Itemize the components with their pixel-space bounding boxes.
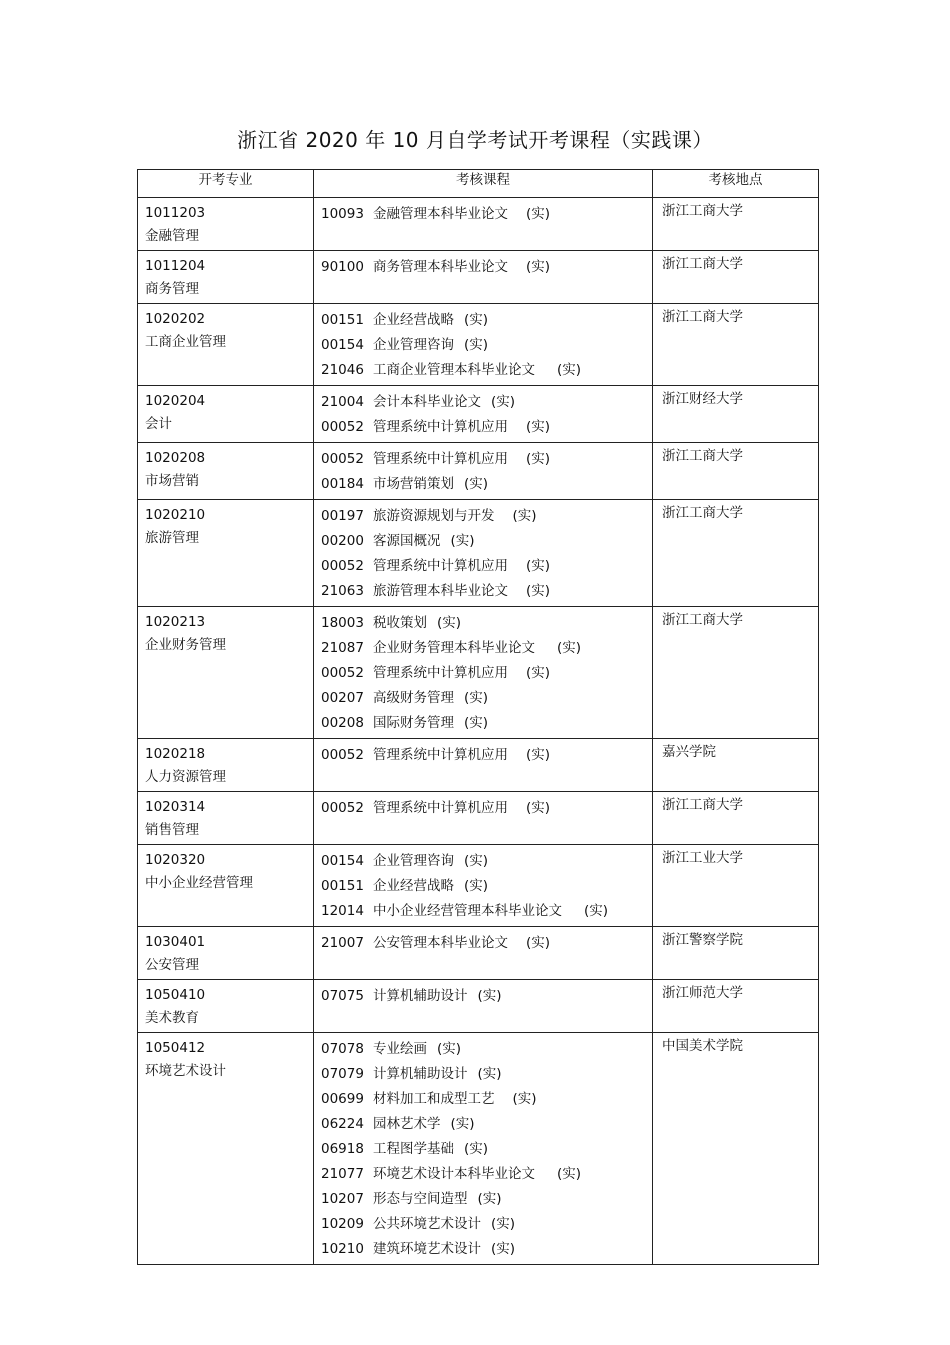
- course-table: [137, 169, 819, 1265]
- course-code: 21077: [321, 1166, 364, 1182]
- major-code: 1020210: [145, 507, 206, 523]
- course-tag: (实): [464, 1141, 489, 1157]
- course-item: [321, 636, 646, 661]
- course-code: 21007: [321, 935, 364, 951]
- course-code: 21087: [321, 640, 364, 656]
- course-item: [321, 1062, 646, 1087]
- course-code: 00052: [321, 558, 364, 574]
- course-name: 管理系统中计算机应用: [373, 558, 508, 574]
- course-item: [321, 1037, 646, 1062]
- course-tag: (实): [450, 533, 475, 549]
- course-tag: (实): [526, 583, 551, 599]
- course-code: 00052: [321, 665, 364, 681]
- course-item: [321, 358, 646, 383]
- page-title: 浙江省 2020 年 10 月自学考试开考课程（实践课）: [237, 128, 713, 152]
- major-name: 旅游管理: [145, 530, 199, 546]
- course-name: 商务管理本科毕业论文: [373, 259, 508, 275]
- table-row: [138, 607, 819, 739]
- course-code: 18003: [321, 615, 364, 631]
- course-name: 企业经营战略: [373, 312, 454, 328]
- course-code: 00052: [321, 451, 364, 467]
- major-name: 市场营销: [145, 473, 199, 489]
- course-tag: (实): [584, 903, 609, 919]
- course-cell: [314, 845, 653, 927]
- course-code: 10210: [321, 1241, 364, 1257]
- location-cell: 浙江工商大学: [653, 251, 819, 304]
- course-item: [321, 1137, 646, 1162]
- course-item: [321, 796, 646, 821]
- major-name: 金融管理: [145, 228, 199, 244]
- course-name: 管理系统中计算机应用: [373, 419, 508, 435]
- course-code: 00052: [321, 747, 364, 763]
- table-row: [138, 500, 819, 607]
- major-code: 1020208: [145, 450, 206, 466]
- course-item: [321, 504, 646, 529]
- course-name: 工程图学基础: [373, 1141, 454, 1157]
- major-name: 会计: [145, 416, 172, 432]
- major-name: 人力资源管理: [145, 769, 226, 785]
- location-cell: 浙江财经大学: [653, 386, 819, 443]
- course-tag: (实): [526, 935, 551, 951]
- course-tag: (实): [464, 715, 489, 731]
- course-code: 07075: [321, 988, 364, 1004]
- course-name: 企业管理咨询: [373, 337, 454, 353]
- course-name: 金融管理本科毕业论文: [373, 206, 508, 222]
- course-name: 公共环境艺术设计: [373, 1216, 481, 1232]
- course-name: 税收策划: [373, 615, 427, 631]
- header-location: 考核地点: [653, 170, 819, 198]
- major-code: 1011204: [145, 258, 206, 274]
- course-item: [321, 874, 646, 899]
- major-cell: [138, 607, 314, 739]
- course-cell: [314, 304, 653, 386]
- course-item: [321, 390, 646, 415]
- course-item: [321, 415, 646, 440]
- course-tag: (实): [557, 1166, 582, 1182]
- location-cell: 浙江工商大学: [653, 443, 819, 500]
- course-tag: (实): [464, 878, 489, 894]
- course-tag: (实): [477, 1066, 502, 1082]
- course-tag: (实): [526, 558, 551, 574]
- table-body: [138, 198, 819, 1265]
- major-code: 1020202: [145, 311, 206, 327]
- course-name: 公安管理本科毕业论文: [373, 935, 508, 951]
- course-name: 管理系统中计算机应用: [373, 665, 508, 681]
- location-cell: 浙江工商大学: [653, 304, 819, 386]
- course-name: 企业财务管理本科毕业论文: [373, 640, 535, 656]
- table-row: [138, 927, 819, 980]
- course-tag: (实): [464, 312, 489, 328]
- course-cell: [314, 980, 653, 1033]
- course-name: 企业管理咨询: [373, 853, 454, 869]
- major-name: 工商企业管理: [145, 334, 226, 350]
- course-tag: (实): [512, 508, 537, 524]
- course-code: 07079: [321, 1066, 364, 1082]
- course-cell: [314, 607, 653, 739]
- course-tag: (实): [464, 337, 489, 353]
- course-code: 00184: [321, 476, 364, 492]
- course-tag: (实): [526, 206, 551, 222]
- course-item: [321, 1087, 646, 1112]
- course-tag: (实): [464, 853, 489, 869]
- major-cell: [138, 304, 314, 386]
- course-cell: [314, 386, 653, 443]
- course-item: [321, 447, 646, 472]
- course-cell: [314, 500, 653, 607]
- course-code: 21004: [321, 394, 364, 410]
- course-code: 21063: [321, 583, 364, 599]
- course-item: [321, 1237, 646, 1262]
- table-row: [138, 739, 819, 792]
- course-item: [321, 1112, 646, 1137]
- location-cell: 浙江工商大学: [653, 198, 819, 251]
- course-tag: (实): [526, 259, 551, 275]
- course-cell: [314, 198, 653, 251]
- course-cell: [314, 739, 653, 792]
- major-code: 1020320: [145, 852, 206, 868]
- course-item: [321, 661, 646, 686]
- course-name: 市场营销策划: [373, 476, 454, 492]
- major-cell: [138, 251, 314, 304]
- course-code: 00052: [321, 800, 364, 816]
- course-tag: (实): [464, 690, 489, 706]
- course-name: 旅游资源规划与开发: [373, 508, 495, 524]
- course-code: 10209: [321, 1216, 364, 1232]
- major-cell: [138, 792, 314, 845]
- table-row: [138, 198, 819, 251]
- major-code: 1050410: [145, 987, 206, 1003]
- course-item: [321, 333, 646, 358]
- header-major: 开考专业: [138, 170, 314, 198]
- course-tag: (实): [477, 1191, 502, 1207]
- course-code: 12014: [321, 903, 364, 919]
- course-code: 00154: [321, 337, 364, 353]
- course-item: [321, 255, 646, 280]
- course-item: [321, 554, 646, 579]
- course-tag: (实): [450, 1116, 475, 1132]
- course-name: 环境艺术设计本科毕业论文: [373, 1166, 535, 1182]
- course-code: 00207: [321, 690, 364, 706]
- header-course: 考核课程: [314, 170, 653, 198]
- course-item: [321, 743, 646, 768]
- course-name: 材料加工和成型工艺: [373, 1091, 495, 1107]
- major-cell: [138, 845, 314, 927]
- course-item: [321, 308, 646, 333]
- course-tag: (实): [491, 1216, 516, 1232]
- course-tag: (实): [526, 665, 551, 681]
- course-code: 00154: [321, 853, 364, 869]
- course-code: 10207: [321, 1191, 364, 1207]
- course-item: [321, 849, 646, 874]
- course-item: [321, 1162, 646, 1187]
- course-name: 国际财务管理: [373, 715, 454, 731]
- course-code: 00699: [321, 1091, 364, 1107]
- major-name: 美术教育: [145, 1010, 199, 1026]
- course-code: 21046: [321, 362, 364, 378]
- location-cell: 中国美术学院: [653, 1033, 819, 1265]
- course-item: [321, 472, 646, 497]
- course-item: [321, 984, 646, 1009]
- table-row: [138, 386, 819, 443]
- course-code: 00052: [321, 419, 364, 435]
- course-tag: (实): [437, 615, 462, 631]
- course-name: 中小企业经营管理本科毕业论文: [373, 903, 562, 919]
- course-name: 园林艺术学: [373, 1116, 441, 1132]
- course-tag: (实): [557, 640, 582, 656]
- course-cell: [314, 443, 653, 500]
- course-name: 客源国概况: [373, 533, 441, 549]
- table-row: [138, 845, 819, 927]
- major-cell: [138, 386, 314, 443]
- course-item: [321, 1212, 646, 1237]
- course-cell: [314, 251, 653, 304]
- course-name: 高级财务管理: [373, 690, 454, 706]
- course-tag: (实): [491, 1241, 516, 1257]
- course-item: [321, 1187, 646, 1212]
- major-cell: [138, 980, 314, 1033]
- major-name: 企业财务管理: [145, 637, 226, 653]
- course-tag: (实): [526, 419, 551, 435]
- course-cell: [314, 792, 653, 845]
- location-cell: 嘉兴学院: [653, 739, 819, 792]
- location-cell: 浙江警察学院: [653, 927, 819, 980]
- course-name: 工商企业管理本科毕业论文: [373, 362, 535, 378]
- major-name: 环境艺术设计: [145, 1063, 226, 1079]
- course-item: [321, 686, 646, 711]
- major-cell: [138, 443, 314, 500]
- course-code: 00197: [321, 508, 364, 524]
- course-name: 管理系统中计算机应用: [373, 747, 508, 763]
- course-code: 00151: [321, 878, 364, 894]
- course-cell: [314, 927, 653, 980]
- major-cell: [138, 500, 314, 607]
- course-tag: (实): [526, 451, 551, 467]
- course-name: 管理系统中计算机应用: [373, 451, 508, 467]
- major-code: 1011203: [145, 205, 206, 221]
- course-name: 建筑环境艺术设计: [373, 1241, 481, 1257]
- course-name: 形态与空间造型: [373, 1191, 468, 1207]
- major-code: 1050412: [145, 1040, 206, 1056]
- course-code: 07078: [321, 1041, 364, 1057]
- location-cell: 浙江师范大学: [653, 980, 819, 1033]
- course-tag: (实): [464, 476, 489, 492]
- table-row: [138, 792, 819, 845]
- course-name: 管理系统中计算机应用: [373, 800, 508, 816]
- major-cell: [138, 198, 314, 251]
- course-code: 00200: [321, 533, 364, 549]
- course-tag: (实): [557, 362, 582, 378]
- course-name: 企业经营战略: [373, 878, 454, 894]
- course-tag: (实): [526, 747, 551, 763]
- major-name: 商务管理: [145, 281, 199, 297]
- course-tag: (实): [491, 394, 516, 410]
- course-name: 会计本科毕业论文: [373, 394, 481, 410]
- location-cell: 浙江工商大学: [653, 607, 819, 739]
- header-row: [138, 170, 819, 198]
- course-tag: (实): [477, 988, 502, 1004]
- major-cell: [138, 739, 314, 792]
- table-row: [138, 251, 819, 304]
- major-cell: [138, 1033, 314, 1265]
- major-cell: [138, 927, 314, 980]
- table-row: [138, 1033, 819, 1265]
- course-item: [321, 931, 646, 956]
- major-code: 1030401: [145, 934, 206, 950]
- major-name: 销售管理: [145, 822, 199, 838]
- course-item: [321, 529, 646, 554]
- location-cell: 浙江工商大学: [653, 500, 819, 607]
- course-cell: [314, 1033, 653, 1265]
- major-code: 1020218: [145, 746, 206, 762]
- major-code: 1020213: [145, 614, 206, 630]
- course-item: [321, 711, 646, 736]
- course-code: 90100: [321, 259, 364, 275]
- course-tag: (实): [437, 1041, 462, 1057]
- course-item: [321, 899, 646, 924]
- table-row: [138, 443, 819, 500]
- course-code: 00208: [321, 715, 364, 731]
- table-row: [138, 304, 819, 386]
- course-item: [321, 611, 646, 636]
- course-tag: (实): [526, 800, 551, 816]
- table-row: [138, 980, 819, 1033]
- major-name: 公安管理: [145, 957, 199, 973]
- course-code: 06224: [321, 1116, 364, 1132]
- course-name: 计算机辅助设计: [373, 988, 468, 1004]
- course-code: 00151: [321, 312, 364, 328]
- major-code: 1020204: [145, 393, 206, 409]
- location-cell: 浙江工商大学: [653, 792, 819, 845]
- course-code: 10093: [321, 206, 364, 222]
- major-name: 中小企业经营管理: [145, 875, 253, 891]
- location-cell: 浙江工业大学: [653, 845, 819, 927]
- major-code: 1020314: [145, 799, 206, 815]
- course-item: [321, 579, 646, 604]
- course-name: 旅游管理本科毕业论文: [373, 583, 508, 599]
- course-name: 计算机辅助设计: [373, 1066, 468, 1082]
- course-item: [321, 202, 646, 227]
- course-name: 专业绘画: [373, 1041, 427, 1057]
- course-code: 06918: [321, 1141, 364, 1157]
- course-tag: (实): [512, 1091, 537, 1107]
